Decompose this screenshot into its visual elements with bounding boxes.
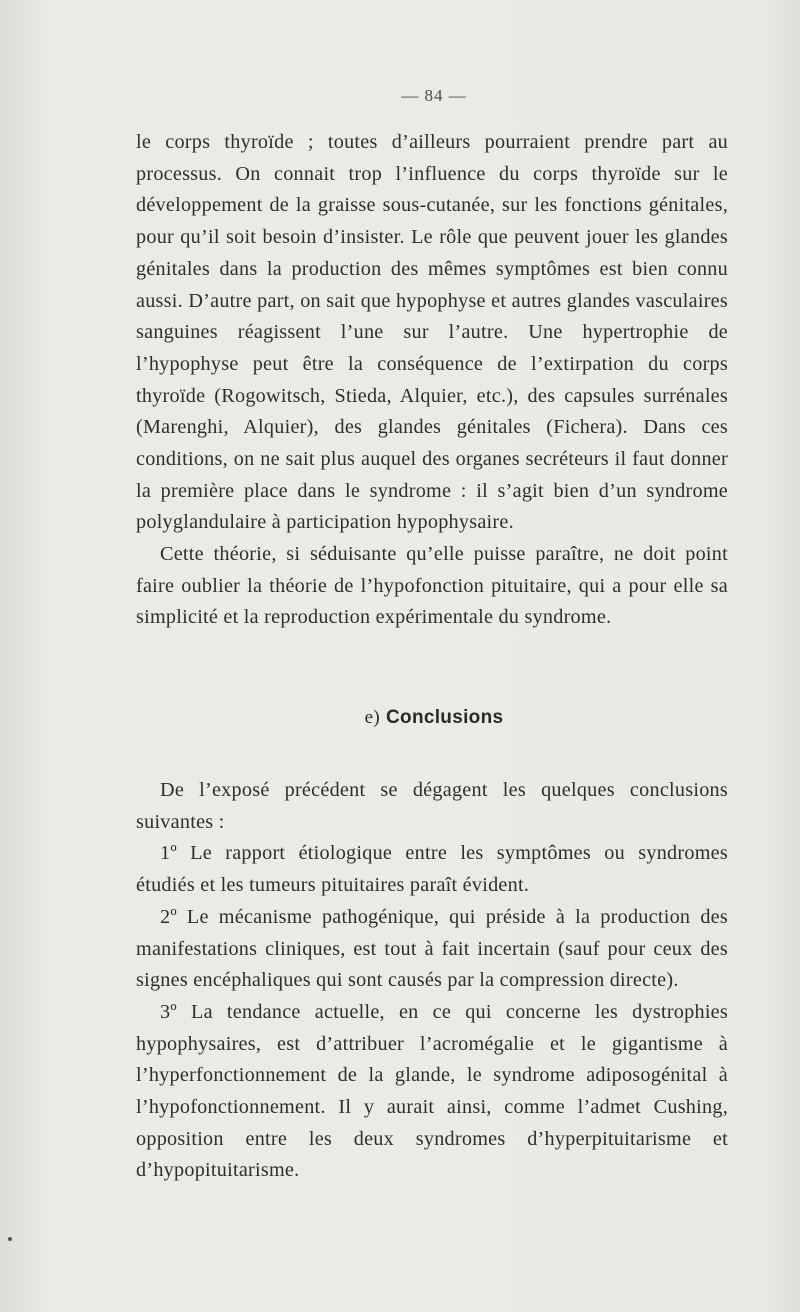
section-marker: e) (364, 707, 381, 728)
conclusion-item: 2º Le mécanisme pathogénique, qui préside à la production des manifestations cliniques, est tout à fait incertain (sauf pour ceux des signes encéphaliques qui sont causés par la compression directe). (136, 905, 728, 992)
page-number: — 84 — (401, 86, 467, 105)
paper-speck (8, 1237, 12, 1241)
section-title: Conclusions (386, 707, 504, 728)
paragraph: Cette théorie, si séduisante qu’elle puisse paraître, ne doit point faire oublier la théorie de l’hypofonction pituitaire, qui a pour elle sa simplicité et la reproduction expérimentale du syndrome. (136, 543, 728, 629)
paragraph: De l’exposé précédent se dégagent les quelques conclusions suivantes : (136, 779, 728, 833)
conclusion-item: 3º La tendance actuelle, en ce qui concerne les dystrophies hypophysaires, est d’attribuer l’acromégalie et le gigantisme à l’hyperfonctionnement de la glande, le syndrome adiposogénital à l’hypofonctionnement. Il y aurait ainsi, comme l’admet Cushing, opposition entre les deux syndromes d’hyperpituitarisme et d’hypopituitarisme. (136, 1000, 728, 1182)
body-text-section-2 (136, 539, 728, 634)
section-heading (0, 707, 800, 729)
conclusions-text (136, 775, 728, 1187)
conclusion-item: 1º Le rapport étiologique entre les symptômes ou syndromes étudiés et les tumeurs pituitaires paraît évident. (136, 842, 728, 897)
paragraph: le corps thyroïde ; toutes d’ailleurs pourraient prendre part au processus. On connait trop l’influence du corps thyroïde sur le développement de la graisse sous-cutanée, sur les fonctions génitales, pour qu’il soit besoin d’insister. Le rôle que peuvent jouer les glandes génitales dans la production des mêmes symptômes est bien connu aussi. D’autre part, on sait que hypophyse et autres glandes vasculaires sanguines réagissent l’une sur l’autre. Une hypertrophie de l’hypophyse peut être la conséquence de l’extirpation du corps thyroïde (Rogowitsch, Stieda, Alquier, etc.), des capsules surrénales (Marenghi, Alquier), des glandes génitales (Fichera). Dans ces conditions, on ne sait plus auquel des organes secréteurs il faut donner la première place dans le syndrome : il s’agit bien d’un syndrome polyglandulaire à participation hypophysaire. (136, 131, 728, 534)
body-text-section-1 (136, 127, 728, 539)
